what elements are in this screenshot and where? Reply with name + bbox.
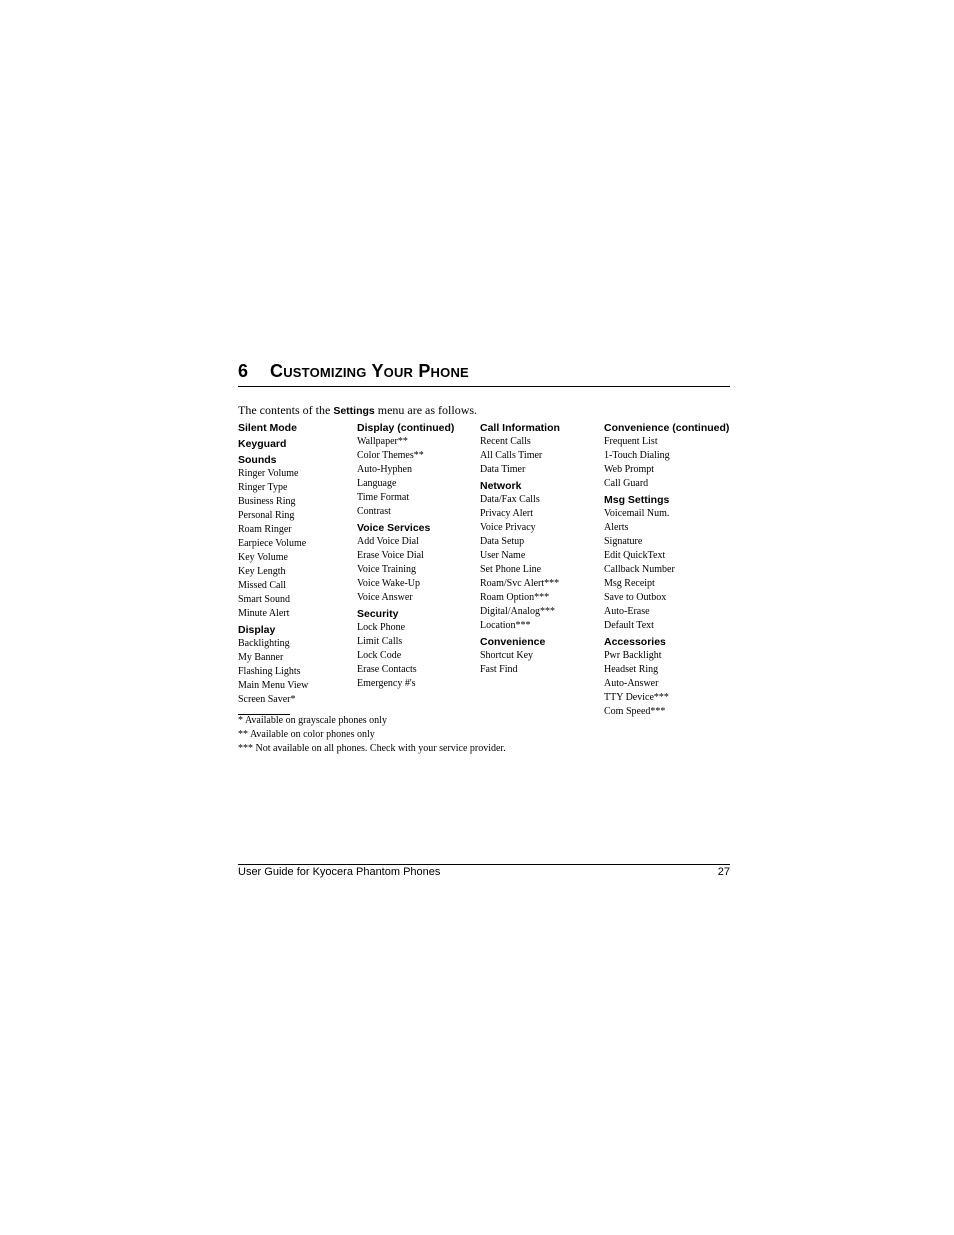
footnote: * Available on grayscale phones only (238, 715, 387, 726)
chapter-title: Customizing Your Phone (270, 361, 469, 381)
menu-item: Main Menu View (238, 680, 309, 691)
chapter-number: 6 (238, 361, 249, 381)
menu-item: Flashing Lights (238, 666, 301, 677)
menu-item: Digital/Analog*** (480, 606, 555, 617)
menu-item: Auto-Erase (604, 606, 650, 617)
menu-item: 1-Touch Dialing (604, 450, 670, 461)
menu-item: Key Volume (238, 552, 288, 563)
menu-item: Limit Calls (357, 636, 403, 647)
menu-item: Alerts (604, 522, 629, 533)
menu-item: Time Format (357, 492, 410, 503)
menu-item: Lock Code (357, 650, 402, 661)
menu-item: Roam Ringer (238, 524, 292, 535)
menu-item: Fast Find (480, 664, 518, 675)
menu-item: Personal Ring (238, 510, 295, 521)
menu-item: Data Timer (480, 464, 526, 475)
menu-item: Privacy Alert (480, 508, 534, 519)
menu-item: Callback Number (604, 564, 675, 575)
menu-section-heading: Display (continued) (357, 422, 455, 434)
menu-item: Auto-Answer (604, 678, 659, 689)
menu-item: Business Ring (238, 496, 296, 507)
menu-item: Call Guard (604, 478, 649, 489)
menu-item: Roam/Svc Alert*** (480, 578, 560, 589)
menu-item: Headset Ring (604, 664, 659, 675)
menu-column-2 (357, 421, 454, 691)
menu-column-1 (238, 421, 308, 707)
menu-item: Color Themes** (357, 450, 424, 461)
menu-item: Web Prompt (604, 464, 655, 475)
menu-column-4 (604, 421, 729, 719)
menu-item: Shortcut Key (480, 650, 534, 661)
menu-item: Save to Outbox (604, 592, 667, 603)
menu-item: TTY Device*** (604, 692, 669, 703)
menu-item: Language (357, 478, 397, 489)
footnote: *** Not available on all phones. Check with your service provider. (238, 743, 506, 754)
menu-item: Frequent List (604, 436, 658, 447)
menu-item: Erase Voice Dial (357, 550, 424, 561)
menu-item: Voice Answer (357, 592, 413, 603)
footer-title: User Guide for Kyocera Phantom Phones (238, 866, 441, 878)
menu-column-3 (480, 421, 560, 677)
menu-item: Minute Alert (238, 608, 290, 619)
menu-item: Screen Saver* (238, 694, 296, 705)
menu-item: Voicemail Num. (604, 508, 670, 519)
menu-item: Voice Wake-Up (357, 578, 420, 589)
menu-item: Msg Receipt (604, 578, 655, 589)
menu-item: Com Speed*** (604, 706, 666, 717)
menu-item: Wallpaper** (357, 436, 408, 447)
intro-paragraph (238, 402, 477, 419)
menu-item: Ringer Type (238, 482, 288, 493)
footnote: ** Available on color phones only (238, 729, 375, 740)
menu-item: Ringer Volume (238, 468, 299, 479)
intro-text-before: The contents of the (238, 403, 334, 417)
menu-item: Voice Privacy (480, 522, 536, 533)
intro-keyword: Settings (333, 405, 375, 417)
menu-item: Erase Contacts (357, 664, 417, 675)
menu-item: Roam Option*** (480, 592, 550, 603)
menu-section-heading: Convenience (480, 636, 546, 648)
menu-section-heading: Network (480, 480, 522, 492)
menu-item: Edit QuickText (604, 550, 666, 561)
intro-text-after: menu are as follows. (374, 403, 478, 417)
menu-item: Backlighting (238, 638, 290, 649)
menu-section-heading: Voice Services (357, 522, 431, 534)
menu-section-heading: Call Information (480, 422, 560, 434)
footnotes (238, 714, 506, 756)
menu-section-heading: Accessories (604, 636, 666, 648)
page-number: 27 (717, 866, 730, 878)
menu-section-heading: Keyguard (238, 438, 287, 450)
menu-item: Location*** (480, 620, 531, 631)
menu-item: User Name (480, 550, 526, 561)
menu-item: Contrast (357, 506, 391, 517)
menu-item: Emergency #'s (357, 678, 416, 689)
menu-section-heading: Msg Settings (604, 494, 670, 506)
menu-item: Recent Calls (480, 436, 531, 447)
menu-section-heading: Sounds (238, 454, 277, 466)
menu-item: Auto-Hyphen (357, 464, 412, 475)
menu-item: Signature (604, 536, 643, 547)
menu-item: Lock Phone (357, 622, 406, 633)
menu-item: Set Phone Line (480, 564, 542, 575)
menu-item: Pwr Backlight (604, 650, 662, 661)
menu-item: All Calls Timer (480, 450, 543, 461)
menu-item: Data Setup (480, 536, 525, 547)
menu-section-heading: Display (238, 624, 276, 636)
menu-item: Smart Sound (238, 594, 290, 605)
menu-item: Key Length (238, 566, 286, 577)
menu-section-heading: Silent Mode (238, 422, 297, 434)
menu-item: Missed Call (238, 580, 287, 591)
menu-item: Earpiece Volume (238, 538, 307, 549)
menu-section-heading: Convenience (continued) (604, 422, 730, 434)
menu-item: Add Voice Dial (357, 536, 419, 547)
menu-item: Data/Fax Calls (480, 494, 540, 505)
menu-item: Default Text (604, 620, 654, 631)
menu-item: Voice Training (357, 564, 416, 575)
menu-section-heading: Security (357, 608, 399, 620)
chapter-heading (238, 360, 730, 387)
menu-item: My Banner (238, 652, 284, 663)
page (238, 0, 730, 1235)
